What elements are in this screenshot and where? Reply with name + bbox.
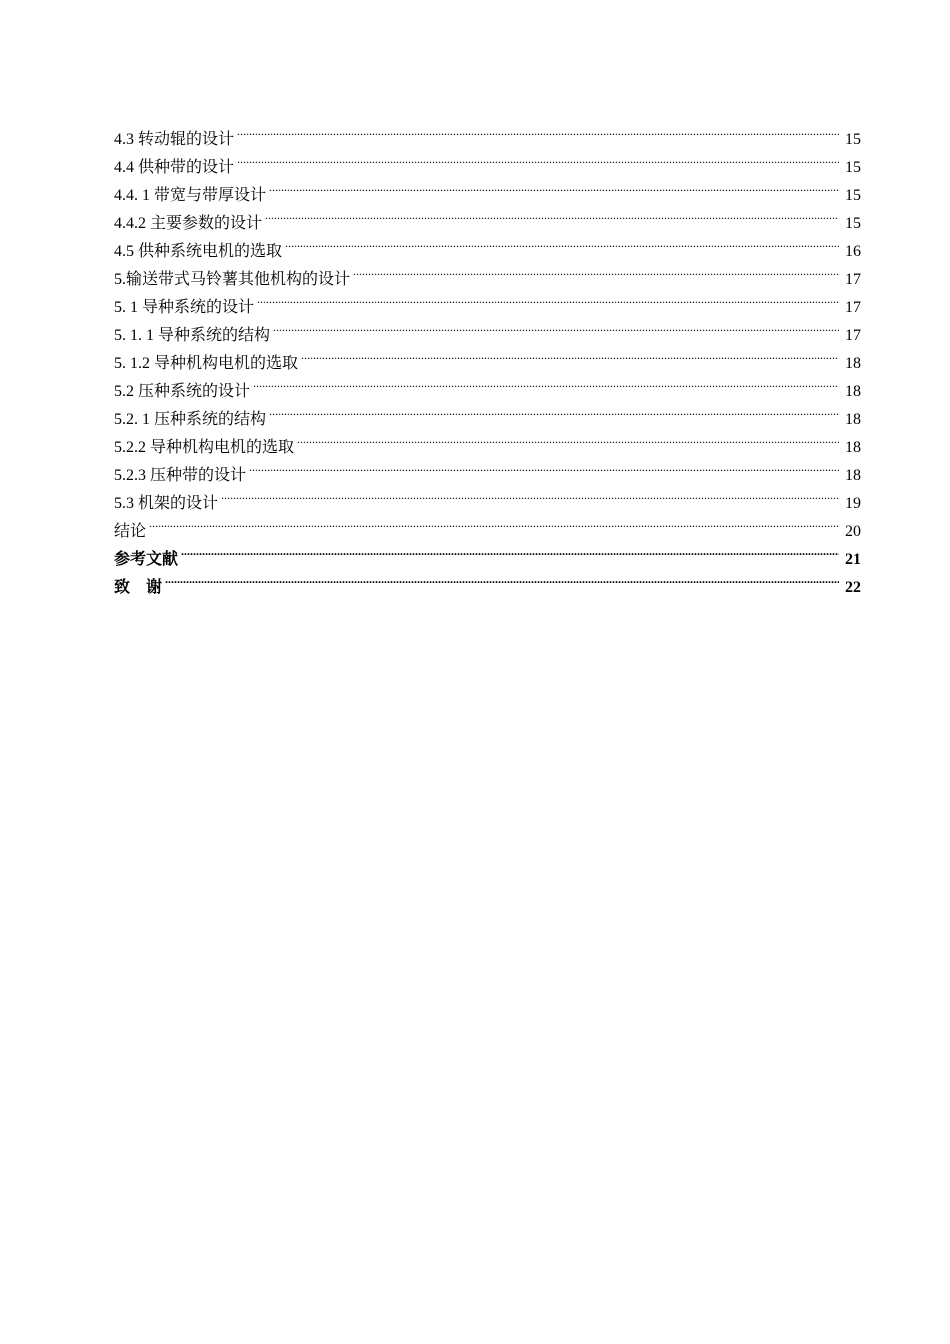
toc-dot-leader [221, 480, 839, 508]
toc-entry-page-number: 19 [845, 495, 861, 512]
toc-entry-page-number: 18 [845, 383, 861, 400]
toc-entry-page-number: 20 [845, 523, 861, 540]
toc-entry-title: 5.2 压种系统的设计 [114, 383, 251, 400]
toc-entry[interactable] [114, 536, 861, 568]
toc-dot-leader [249, 452, 839, 480]
toc-entry-title: 5.输送带式马铃薯其他机构的设计 [114, 271, 351, 288]
toc-entry-page-number: 17 [845, 299, 861, 316]
toc-entry-title: 4.3 转动辊的设计 [114, 131, 235, 148]
toc-entry-page-number: 15 [845, 187, 861, 204]
toc-dot-leader [181, 536, 839, 564]
toc-dot-leader [285, 228, 839, 256]
toc-entry[interactable] [114, 480, 861, 512]
toc-entry-page-number: 15 [845, 159, 861, 176]
toc-dot-leader [257, 284, 839, 312]
toc-entry-title: 5.3 机架的设计 [114, 495, 219, 512]
toc-entry-page-number: 15 [845, 131, 861, 148]
toc-entry-title: 5. 1.2 导种机构电机的选取 [114, 355, 299, 372]
toc-entry-page-number: 16 [845, 243, 861, 260]
toc-dot-leader [269, 396, 839, 424]
toc-entry-title: 4.4. 1 带宽与带厚设计 [114, 187, 267, 204]
toc-entry-page-number: 18 [845, 467, 861, 484]
toc-entry-page-number: 15 [845, 215, 861, 232]
toc-entry-title: 致 谢 [114, 579, 163, 596]
toc-dot-leader [253, 368, 839, 396]
toc-entry-title: 5. 1 导种系统的设计 [114, 299, 255, 316]
toc-entry-title: 4.4 供种带的设计 [114, 159, 235, 176]
toc-dot-leader [273, 312, 839, 340]
toc-entry-page-number: 18 [845, 411, 861, 428]
toc-entry-page-number: 17 [845, 271, 861, 288]
toc-entry-title: 5.2.3 压种带的设计 [114, 467, 247, 484]
toc-entry-title: 结论 [114, 523, 147, 540]
toc-entry-page-number: 17 [845, 327, 861, 344]
toc-entry-title: 参考文献 [114, 551, 179, 568]
toc-dot-leader [149, 508, 839, 536]
toc-entry-page-number: 22 [845, 579, 861, 596]
toc-dot-leader [301, 340, 839, 368]
toc-entry-page-number: 18 [845, 355, 861, 372]
toc-entry-page-number: 21 [845, 551, 861, 568]
toc-dot-leader [265, 200, 839, 228]
toc-entry-title: 5.2.2 导种机构电机的选取 [114, 439, 295, 456]
toc-entry-title: 5. 1. 1 导种系统的结构 [114, 327, 271, 344]
toc-entry[interactable] [114, 508, 861, 540]
toc-dot-leader [269, 172, 839, 200]
toc-dot-leader [297, 424, 839, 452]
toc-entry[interactable] [114, 564, 861, 596]
toc-entry-title: 4.4.2 主要参数的设计 [114, 215, 263, 232]
toc-dot-leader [237, 144, 839, 172]
toc-entry-title: 5.2. 1 压种系统的结构 [114, 411, 267, 428]
toc-dot-leader [237, 116, 839, 144]
toc-dot-leader [353, 256, 839, 284]
toc-entry-title: 4.5 供种系统电机的选取 [114, 243, 283, 260]
table-of-contents [114, 116, 861, 596]
toc-dot-leader [165, 564, 839, 592]
toc-entry-page-number: 18 [845, 439, 861, 456]
toc-entry[interactable] [114, 116, 861, 148]
